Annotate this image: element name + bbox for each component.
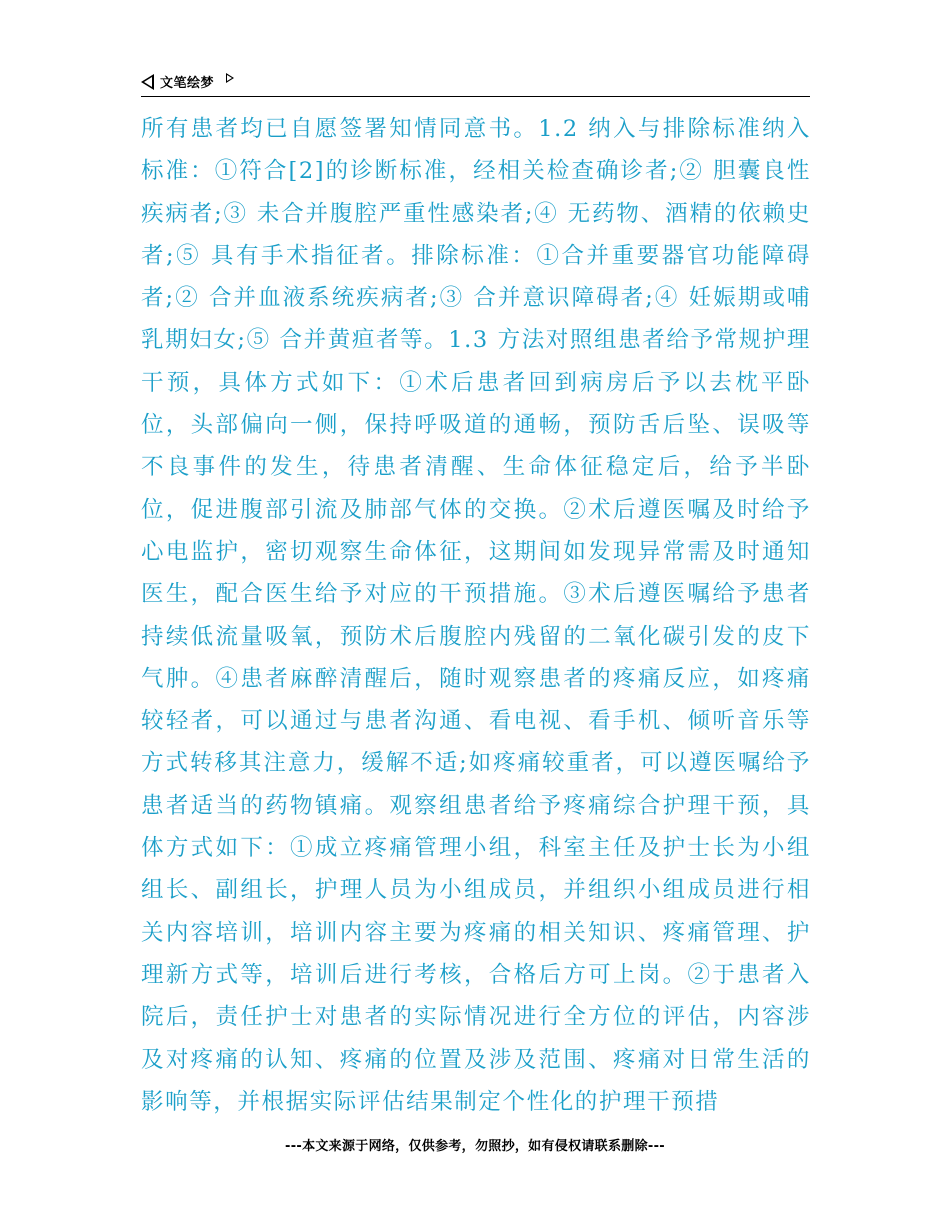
page-header [141, 70, 810, 97]
body-paragraph: 所有患者均已自愿签署知情同意书。1.2 纳入与排除标准纳入标准：①符合[2]的诊断标准，经相关检查确诊者;② 胆囊良性疾病者;③ 未合并腹腔严重性感染者;④ 无药物、酒精的依赖史者;⑤ 具有手术指征者。排除标准：①合并重要器官功能障碍者;② 合并血液系统疾病者;③ 合并意识障碍者;④ 妊娠期或哺乳期妇女;⑤ 合并黄疸者等。1.3 方法对照组患者给予常规护理干预，具体方式如下：①术后患者回到病房后予以去枕平卧位，头部偏向一侧，保持呼吸道的通畅，预防舌后坠、误吸等不良事件的发生，待患者清醒、生命体征稳定后，给予半卧位，促进腹部引流及肺部气体的交换。②术后遵医嘱及时给予心电监护，密切观察生命体征，这期间如发现异常需及时通知医生，配合医生给予对应的干预措施。③术后遵医嘱给予患者持续低流量吸氧，预防术后腹腔内残留的二氧化碳引发的皮下气肿。④患者麻醉清醒后，随时观察患者的疼痛反应，如疼痛较轻者，可以通过与患者沟通、看电视、看手机、倾听音乐等方式转移其注意力，缓解不适;如疼痛较重者，可以遵医嘱给予患者适当的药物镇痛。观察组患者给予疼痛综合护理干预，具体方式如下：①成立疼痛管理小组，科室主任及护士长为小组组长、副组长，护理人员为小组成员，并组织小组成员进行相关内容培训，培训内容主要为疼痛的相关知识、疼痛管理、护理新方式等，培训后进行考核，合格后方可上岗。②于患者入院后，责任护士对患者的实际情况进行全方位的评估，内容涉及对疼痛的认知、疼痛的位置及涉及范围、疼痛对日常生活的影响等，并根据实际评估结果制定个性化的护理干预措 [141, 116, 811, 1115]
triangle-right-icon [226, 73, 234, 83]
brand-name: 文笔绘梦 [160, 76, 215, 91]
triangle-left-icon [141, 74, 154, 90]
footer-disclaimer: ---本文来源于网络，仅供参考，勿照抄，如有侵权请联系删除--- [285, 1139, 665, 1154]
header-brand-row [141, 72, 234, 91]
